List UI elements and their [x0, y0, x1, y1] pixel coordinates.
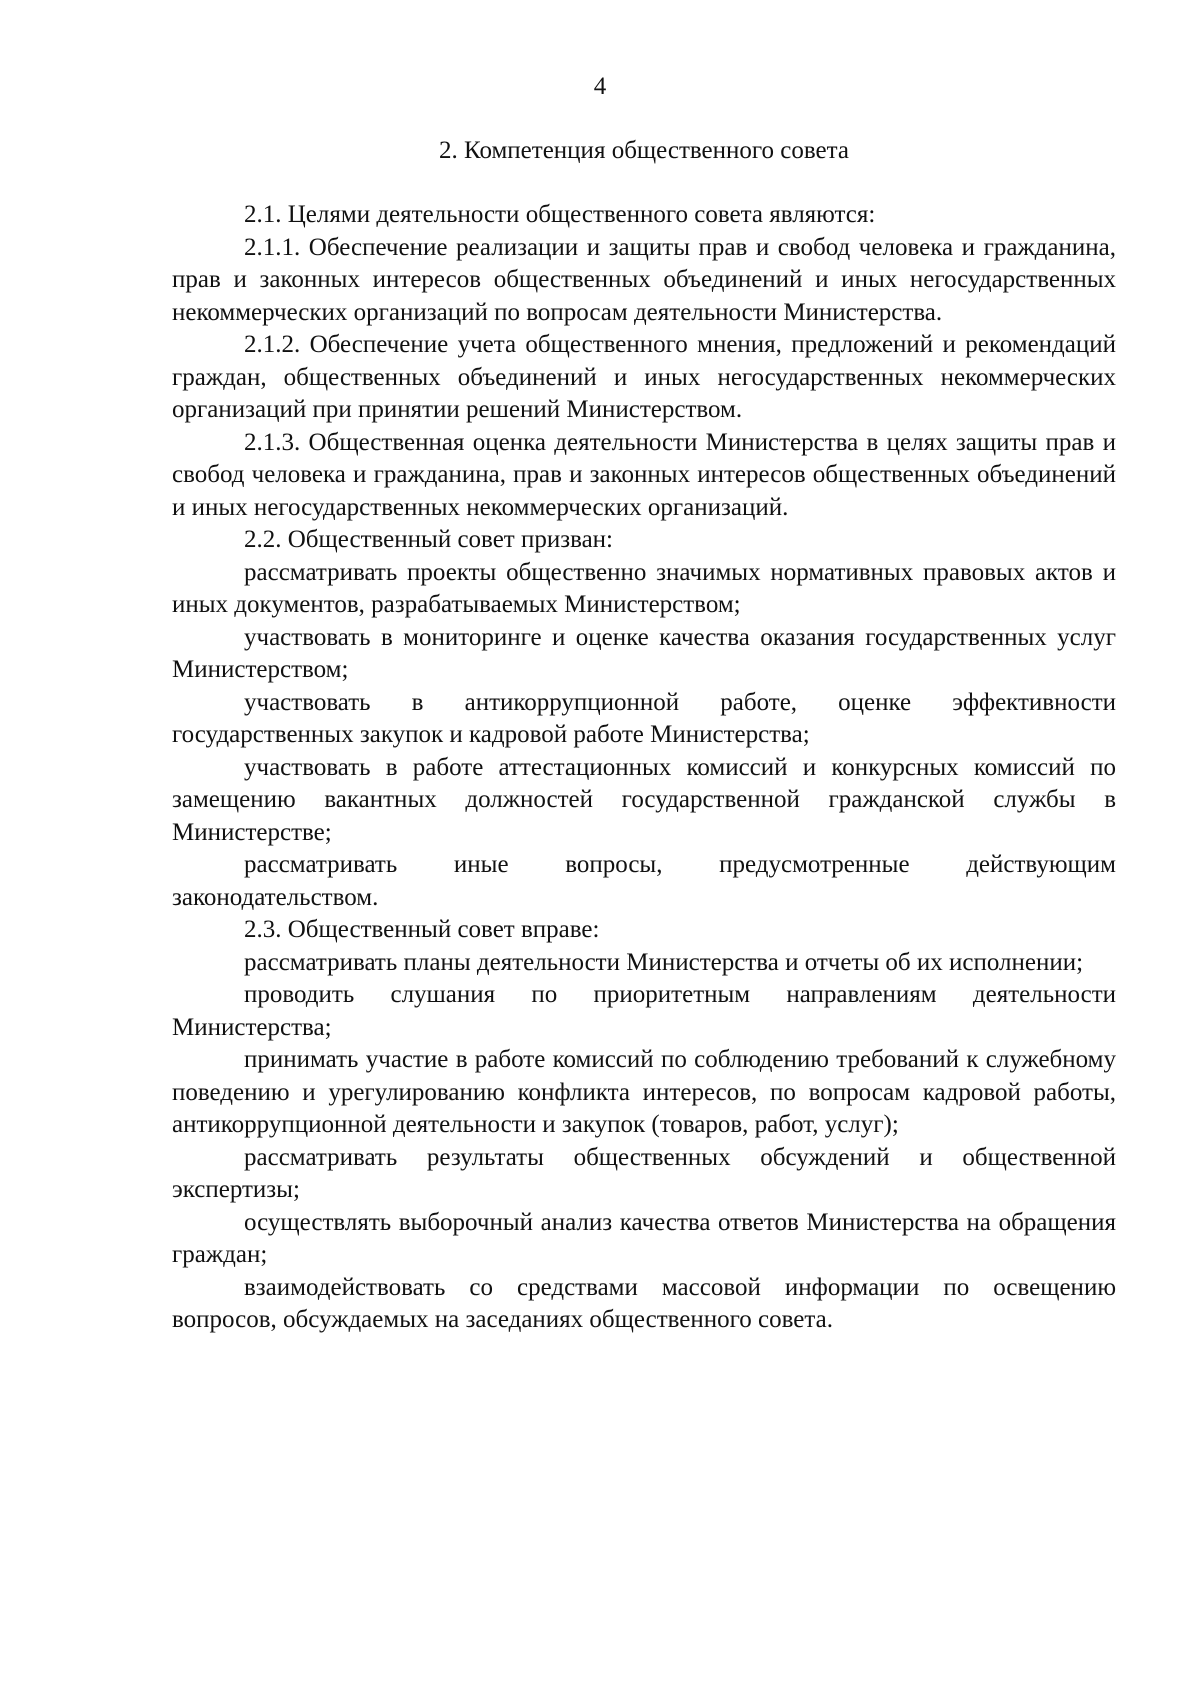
list-item-2-3-c: принимать участие в работе комиссий по соблюдению требований к служебному поведению и урегулированию конфликта интересов, по вопросам кадровой работы, антикоррупционной деятельности и закупок (товаров, работ, услуг); [172, 1046, 1116, 1138]
list-item-2-3-f: взаимодействовать со средствами массовой информации по освещению вопросов, обсуждаемых на заседаниях общественного совета. [172, 1273, 1116, 1333]
list-item-2-3-b: проводить слушания по приоритетным направлениям деятельности Министерства; [172, 981, 1116, 1041]
list-item-2-2-c: участвовать в антикоррупционной работе, оценке эффективности государственных закупок и кадровой работе Министерства; [172, 688, 1116, 748]
page-number: 4 [593, 73, 607, 100]
paragraph-2-1-1: 2.1.1. Обеспечение реализации и защиты прав и свобод человека и гражданина, прав и законных интересов общественных объединений и иных негосударственных некоммерческих организаций по вопросам деятельности Министерства. [172, 233, 1116, 326]
paragraph-2-3: 2.3. Общественный совет вправе: [244, 916, 600, 943]
paragraph-2-1-3: 2.1.3. Общественная оценка деятельности Министерства в целях защиты прав и свобод человека и гражданина, прав и законных интересов общественных объединений и иных негосударственных некоммерческих организаций. [172, 428, 1116, 521]
document-body [172, 199, 1116, 1337]
paragraph-2-1-2: 2.1.2. Обеспечение учета общественного мнения, предложений и рекомендаций граждан, общественных объединений и иных негосударственных некоммерческих организаций при принятии решений Министерством. [172, 331, 1116, 423]
list-item-2-2-b: участвовать в мониторинге и оценке качества оказания государственных услуг Министерством; [172, 623, 1116, 683]
list-item-2-3-d: рассматривать результаты общественных обсуждений и общественной экспертизы; [172, 1143, 1116, 1203]
list-item-2-2-e: рассматривать иные вопросы, предусмотренные действующим законодательством. [172, 851, 1116, 911]
paragraph-2-1: 2.1. Целями деятельности общественного совета являются: [244, 201, 876, 228]
list-item-2-3-e: осуществлять выборочный анализ качества ответов Министерства на обращения граждан; [172, 1208, 1116, 1268]
list-item-2-2-a: рассматривать проекты общественно значимых нормативных правовых актов и иных документов, разрабатываемых Министерством; [172, 558, 1116, 618]
section-heading: 2. Компетенция общественного совета [439, 137, 849, 164]
paragraph-2-2: 2.2. Общественный совет призван: [244, 526, 614, 553]
list-item-2-2-d: участвовать в работе аттестационных комиссий и конкурсных комиссий по замещению вакантных должностей государственной гражданской службы в Министерстве; [172, 753, 1116, 846]
list-item-2-3-a: рассматривать планы деятельности Министерства и отчеты об их исполнении; [244, 948, 1084, 976]
